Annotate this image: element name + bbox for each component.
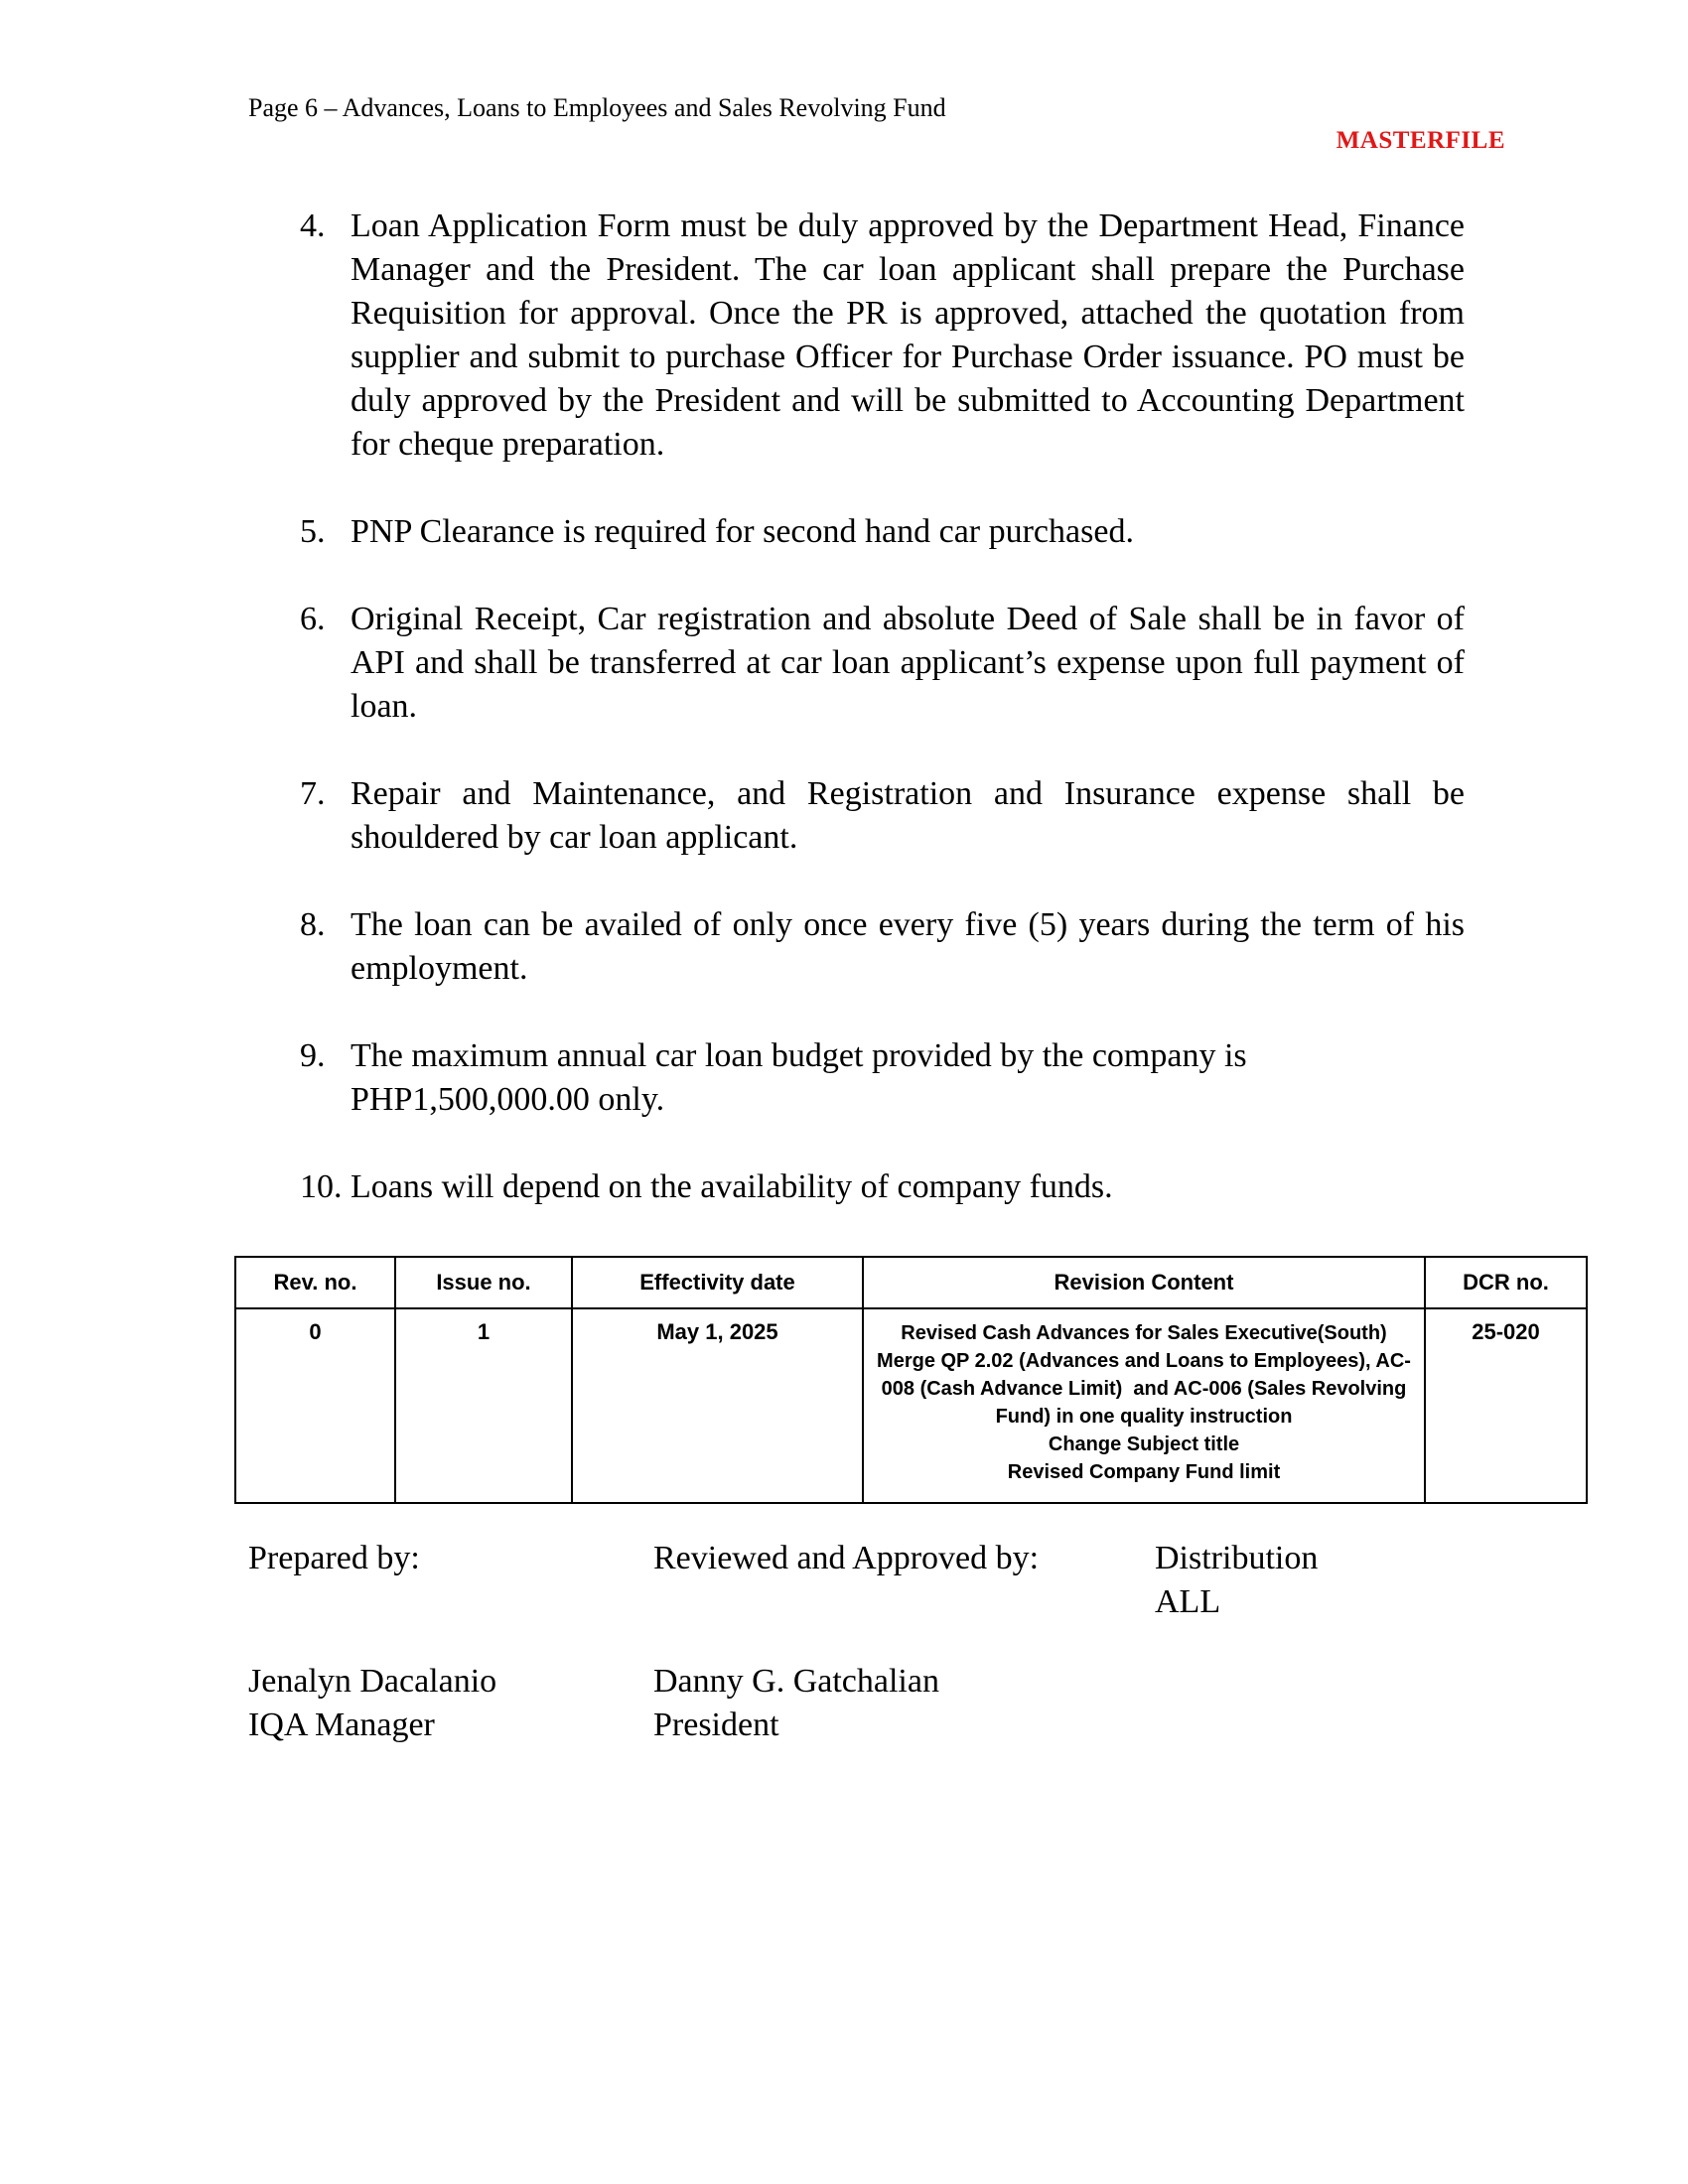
page-header-title: Page 6 – Advances, Loans to Employees and Sales Revolving Fund — [248, 93, 946, 122]
revision-content-cell — [863, 1308, 1425, 1503]
revision-content-line: Fund) in one quality instruction — [995, 1406, 1293, 1428]
dcr-no-cell: 25-020 — [1425, 1308, 1587, 1503]
list-line: shouldered by car loan applicant. — [351, 819, 798, 856]
prepared-signatory-block — [248, 1660, 496, 1747]
list-line: The loan can be availed of only once every five (5) years during the term of his — [351, 906, 1465, 943]
list-item — [300, 510, 1465, 554]
list-line: duly approved by the President and will be submitted to Accounting Department — [351, 382, 1465, 419]
revision-table — [234, 1256, 1588, 1504]
list-item-number: 8. — [300, 906, 326, 943]
list-line: The maximum annual car loan budget provided by the company is — [351, 1037, 1247, 1074]
list-line: Original Receipt, Car registration and absolute Deed of Sale shall be in favor of — [351, 601, 1465, 637]
distribution-label: Distribution — [1155, 1540, 1319, 1576]
list-line: Manager and the President. The car loan applicant shall prepare the Purchase — [351, 251, 1465, 288]
table-row — [235, 1308, 1587, 1503]
list-item — [300, 205, 1465, 467]
list-line: for cheque preparation. — [351, 426, 665, 463]
list-line: Loans will depend on the availability of company funds. — [351, 1168, 1113, 1205]
revision-table-body — [235, 1308, 1587, 1503]
list-item-number: 5. — [300, 513, 326, 550]
list-line: employment. — [351, 950, 528, 987]
list-line: PNP Clearance is required for second hand car purchased. — [351, 513, 1134, 550]
list-item — [300, 772, 1465, 860]
list-line: Repair and Maintenance, and Registration and Insurance expense shall be — [351, 775, 1465, 812]
prepared-signatory-title: IQA Manager — [248, 1706, 435, 1743]
issue-no-cell: 1 — [395, 1308, 572, 1503]
list-item-number: 6. — [300, 601, 326, 637]
list-item — [300, 1165, 1465, 1209]
distribution-value: ALL — [1155, 1583, 1221, 1620]
col-header-rev-no: Rev. no. — [235, 1257, 395, 1308]
revision-content-line: 008 (Cash Advance Limit) and AC-006 (Sales Revolving — [881, 1378, 1407, 1400]
prepared-by-label: Prepared by: — [248, 1540, 420, 1576]
revision-content-line: Change Subject title — [1048, 1433, 1240, 1455]
list-item-number: 10. — [300, 1168, 343, 1205]
effectivity-date-cell: May 1, 2025 — [572, 1308, 863, 1503]
revision-table-header-row — [235, 1257, 1587, 1308]
col-header-issue-no: Issue no. — [395, 1257, 572, 1308]
list-line: supplier and submit to purchase Officer for Purchase Order issuance. PO must be — [351, 339, 1465, 375]
list-line: loan. — [351, 688, 418, 725]
list-item-number: 7. — [300, 775, 326, 812]
list-line: Loan Application Form must be duly approved by the Department Head, Finance — [351, 207, 1465, 244]
list-line: API and shall be transferred at car loan applicant’s expense upon full payment of — [351, 644, 1465, 681]
revision-content-line: Revised Company Fund limit — [1007, 1461, 1281, 1483]
col-header-revision-content: Revision Content — [863, 1257, 1425, 1308]
distribution-block — [1155, 1537, 1318, 1624]
masterfile-watermark: MASTERFILE — [1336, 127, 1505, 154]
list-line: PHP1,500,000.00 only. — [351, 1081, 665, 1118]
reviewed-signatory-title: President — [653, 1706, 779, 1743]
revision-content-line: Revised Cash Advances for Sales Executive(South) — [901, 1322, 1387, 1344]
list-item — [300, 1034, 1465, 1122]
prepared-signatory-name: Jenalyn Dacalanio — [248, 1663, 497, 1700]
list-item — [300, 903, 1465, 991]
col-header-dcr-no: DCR no. — [1425, 1257, 1587, 1308]
col-header-effectivity-date: Effectivity date — [572, 1257, 863, 1308]
rev-no-cell: 0 — [235, 1308, 395, 1503]
reviewed-signatory-block — [653, 1660, 939, 1747]
list-line: Requisition for approval. Once the PR is approved, attached the quotation from — [351, 295, 1465, 332]
revision-table-header — [235, 1257, 1587, 1308]
revision-content-line: Merge QP 2.02 (Advances and Loans to Employees), AC- — [877, 1350, 1411, 1372]
list-item-number: 4. — [300, 207, 326, 244]
reviewed-signatory-name: Danny G. Gatchalian — [653, 1663, 939, 1700]
numbered-list — [300, 205, 1465, 1253]
list-item-number: 9. — [300, 1037, 326, 1074]
list-item — [300, 598, 1465, 729]
reviewed-approved-by-label: Reviewed and Approved by: — [653, 1540, 1040, 1576]
